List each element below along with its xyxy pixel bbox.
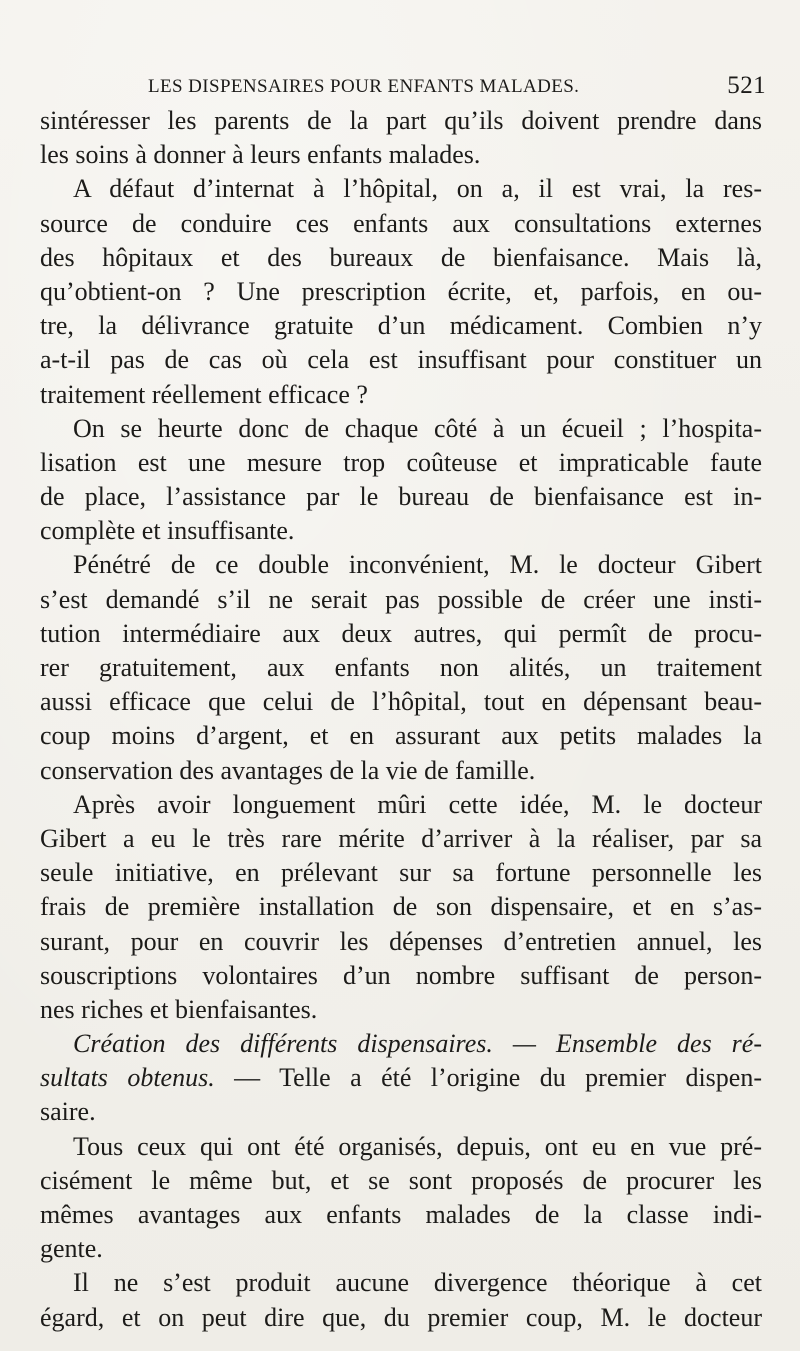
text-line: Gibert a eu le très rare mérite d’arriver à la réaliser, par sa <box>40 823 762 853</box>
text-line: souscriptions volontaires d’un nombre suffisant de person- <box>40 960 762 990</box>
text-line: lisation est une mesure trop coûteuse et impraticable faute <box>40 447 762 477</box>
text-line: On se heurte donc de chaque côté à un écueil ; l’hospita- <box>73 413 762 443</box>
text-line: surant, pour en couvrir les dépenses d’entretien annuel, les <box>40 926 762 956</box>
text-line: a-t-il pas de cas où cela est insuffisant pour constituer un <box>40 345 762 375</box>
text-line: complète et insuffisante. <box>40 516 295 546</box>
text-line: nes riches et bienfaisantes. <box>40 994 318 1024</box>
text-line: Pénétré de ce double inconvénient, M. le docteur Gibert <box>73 550 762 580</box>
text-line: A défaut d’internat à l’hôpital, on a, il est vrai, la res- <box>73 174 762 204</box>
text-line: les soins à donner à leurs enfants malades. <box>40 140 481 170</box>
text-line: égard, et on peut dire que, du premier coup, M. le docteur <box>40 1302 762 1332</box>
text-line: tre, la délivrance gratuite d’un médicament. Combien n’y <box>40 311 762 341</box>
line-text: — Telle a été l’origine du premier dispen- <box>214 1063 762 1093</box>
text-line: seule initiative, en prélevant sur sa fortune personnelle les <box>40 858 762 888</box>
text-line: de place, l’assistance par le bureau de bienfaisance est in- <box>40 482 762 512</box>
text-line: frais de première installation de son dispensaire, et en s’as- <box>40 892 762 922</box>
text-line <box>40 1061 762 1095</box>
text-line: gente. <box>40 1234 103 1264</box>
text-line: tution intermédiaire aux deux autres, qui permît de procu- <box>40 618 762 648</box>
section-heading: sultats obtenus. <box>40 1063 215 1093</box>
running-head <box>148 72 766 102</box>
text-line: qu’obtient-on ? Une prescription écrite, et, parfois, en ou- <box>40 276 762 306</box>
text-line: sintéresser les parents de la part qu’ils doivent prendre dans <box>40 106 762 135</box>
text-line: mêmes avantages aux enfants malades de la classe indi- <box>40 1200 762 1229</box>
text-line: Il ne s’est produit aucune divergence théorique à cet <box>73 1268 762 1298</box>
text-line: saire. <box>40 1097 96 1127</box>
text-line: traitement réellement efficace ? <box>40 379 368 409</box>
text-line: rer gratuitement, aux enfants non alités, un traitement <box>40 653 762 682</box>
section-heading: Création des différents dispensaires. — Ensemble des ré- <box>73 1029 762 1059</box>
text-line: Tous ceux qui ont été organisés, depuis, ont eu en vue pré- <box>73 1131 762 1161</box>
text-line <box>40 1027 762 1061</box>
text-line: conservation des avantages de la vie de famille. <box>40 755 536 785</box>
running-title: LES DISPENSAIRES POUR ENFANTS MALADES. <box>148 76 580 97</box>
text-line: source de conduire ces enfants aux consultations externes <box>40 208 762 238</box>
text-line: des hôpitaux et des bureaux de bienfaisance. Mais là, <box>40 242 762 272</box>
text-line: cisément le même but, et se sont proposés de procurer les <box>40 1165 762 1195</box>
text-line: s’est demandé s’il ne serait pas possible de créer une insti- <box>40 584 762 614</box>
body-text <box>40 104 762 1335</box>
text-line: coup moins d’argent, et en assurant aux petits malades la <box>40 721 762 751</box>
page-number: 521 <box>727 72 766 99</box>
text-line: aussi efficace que celui de l’hôpital, tout en dépensant beau- <box>40 687 762 717</box>
text-line: Après avoir longuement mûri cette idée, M. le docteur <box>73 789 762 819</box>
